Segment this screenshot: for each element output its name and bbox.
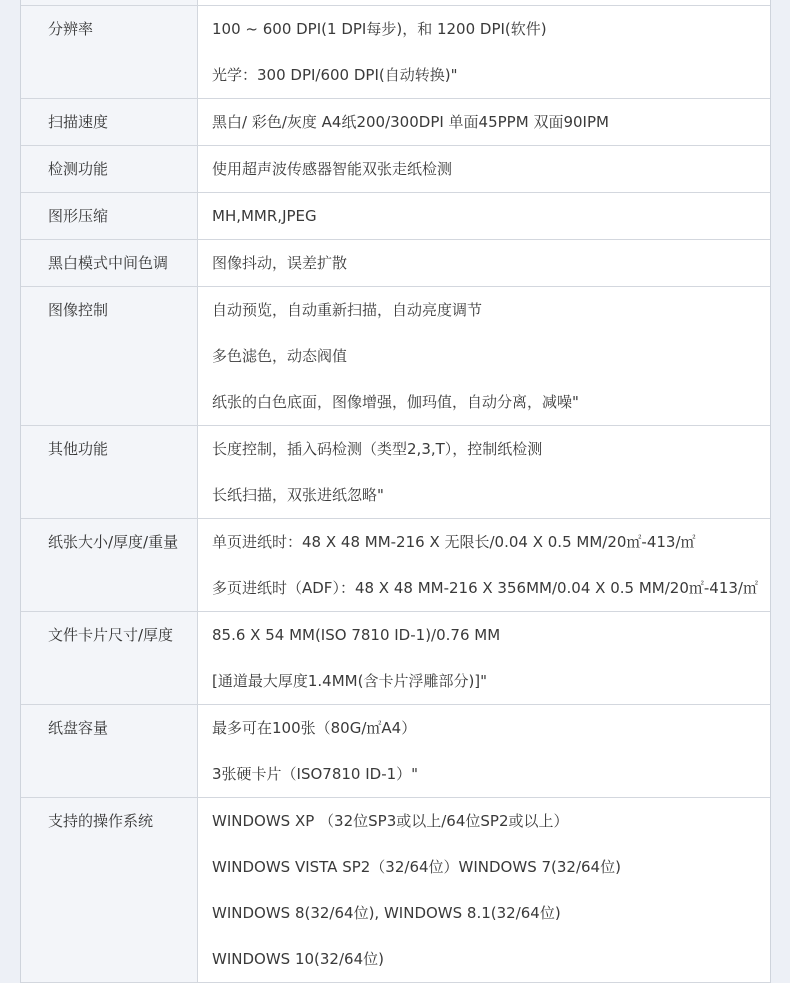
- spec-values: [198, 426, 770, 518]
- spec-row: [21, 426, 770, 519]
- spec-values: [198, 0, 770, 5]
- spec-value-line: WINDOWS 10(32/64位): [212, 950, 384, 968]
- spec-label: 其他功能: [21, 426, 198, 518]
- spec-label: 图形压缩: [21, 193, 198, 239]
- spec-row: [21, 146, 770, 193]
- spec-row: [21, 705, 770, 798]
- spec-value-line: WINDOWS VISTA SP2（32/64位）WINDOWS 7(32/64位): [212, 858, 621, 876]
- spec-values: [198, 240, 770, 286]
- spec-values: [198, 798, 770, 982]
- spec-label: 图像控制: [21, 287, 198, 425]
- spec-value-line: 自动预览，自动重新扫描，自动亮度调节: [212, 301, 483, 319]
- spec-row: [21, 287, 770, 426]
- spec-row: [21, 519, 770, 612]
- spec-label: 纸张大小/厚度/重量: [21, 519, 198, 611]
- spec-values: [198, 193, 770, 239]
- spec-values: [198, 519, 770, 611]
- spec-value-line: 100 ~ 600 DPI(1 DPI每步)，和 1200 DPI(软件): [212, 20, 547, 38]
- spec-row: [21, 6, 770, 99]
- spec-value-line: 长纸扫描，双张进纸忽略": [212, 486, 384, 504]
- spec-label: 纸盘容量: [21, 705, 198, 797]
- spec-label: [21, 0, 198, 5]
- spec-value-line: 最多可在100张（80G/㎡A4）: [212, 719, 417, 737]
- spec-value-line: 纸张的白色底面，图像增强，伽玛值，自动分离，减噪": [212, 393, 579, 411]
- spec-value-line: WINDOWS 8(32/64位), WINDOWS 8.1(32/64位): [212, 904, 561, 922]
- spec-value-line: 多页进纸时（ADF）：48 X 48 MM-216 X 356MM/0.04 X 0.5 MM/20㎡-413/㎡: [212, 579, 758, 597]
- spec-label: 分辨率: [21, 6, 198, 98]
- spec-row: [21, 99, 770, 146]
- spec-row: [21, 798, 770, 983]
- spec-value-line: 单页进纸时：48 X 48 MM-216 X 无限长/0.04 X 0.5 MM/20㎡-413/㎡: [212, 533, 696, 551]
- spec-label: 扫描速度: [21, 99, 198, 145]
- spec-value-line: 使用超声波传感器智能双张走纸检测: [212, 160, 453, 178]
- spec-value-line: 85.6 X 54 MM(ISO 7810 ID-1)/0.76 MM: [212, 626, 501, 644]
- spec-value-line: 光学：300 DPI/600 DPI(自动转换)": [212, 66, 458, 84]
- spec-values: [198, 705, 770, 797]
- spec-values: [198, 287, 770, 425]
- spec-value-line: 图像抖动，误差扩散: [212, 254, 348, 272]
- spec-label: 文件卡片尺寸/厚度: [21, 612, 198, 704]
- spec-value-line: [通道最大厚度1.4MM(含卡片浮雕部分)]": [212, 672, 488, 690]
- spec-row: [21, 193, 770, 240]
- spec-values: [198, 612, 770, 704]
- spec-value-line: WINDOWS XP （32位SP3或以上/64位SP2或以上）: [212, 812, 569, 830]
- spec-value-line: 长度控制，插入码检测（类型2,3,T），控制纸检测: [212, 440, 543, 458]
- spec-label: 黑白模式中间色调: [21, 240, 198, 286]
- spec-values: [198, 99, 770, 145]
- spec-value-line: 黑白/ 彩色/灰度 A4纸200/300DPI 单面45PPM 双面90IPM: [212, 113, 609, 131]
- spec-values: [198, 146, 770, 192]
- spec-values: [198, 6, 770, 98]
- spec-table: [20, 0, 771, 983]
- spec-value-line: 多色滤色，动态阀值: [212, 347, 348, 365]
- spec-row: [21, 612, 770, 705]
- spec-label: 支持的操作系统: [21, 798, 198, 982]
- spec-row: [21, 240, 770, 287]
- spec-value-line: MH,MMR,JPEG: [212, 207, 317, 225]
- spec-value-line: 3张硬卡片（ISO7810 ID-1）": [212, 765, 419, 783]
- spec-label: 检测功能: [21, 146, 198, 192]
